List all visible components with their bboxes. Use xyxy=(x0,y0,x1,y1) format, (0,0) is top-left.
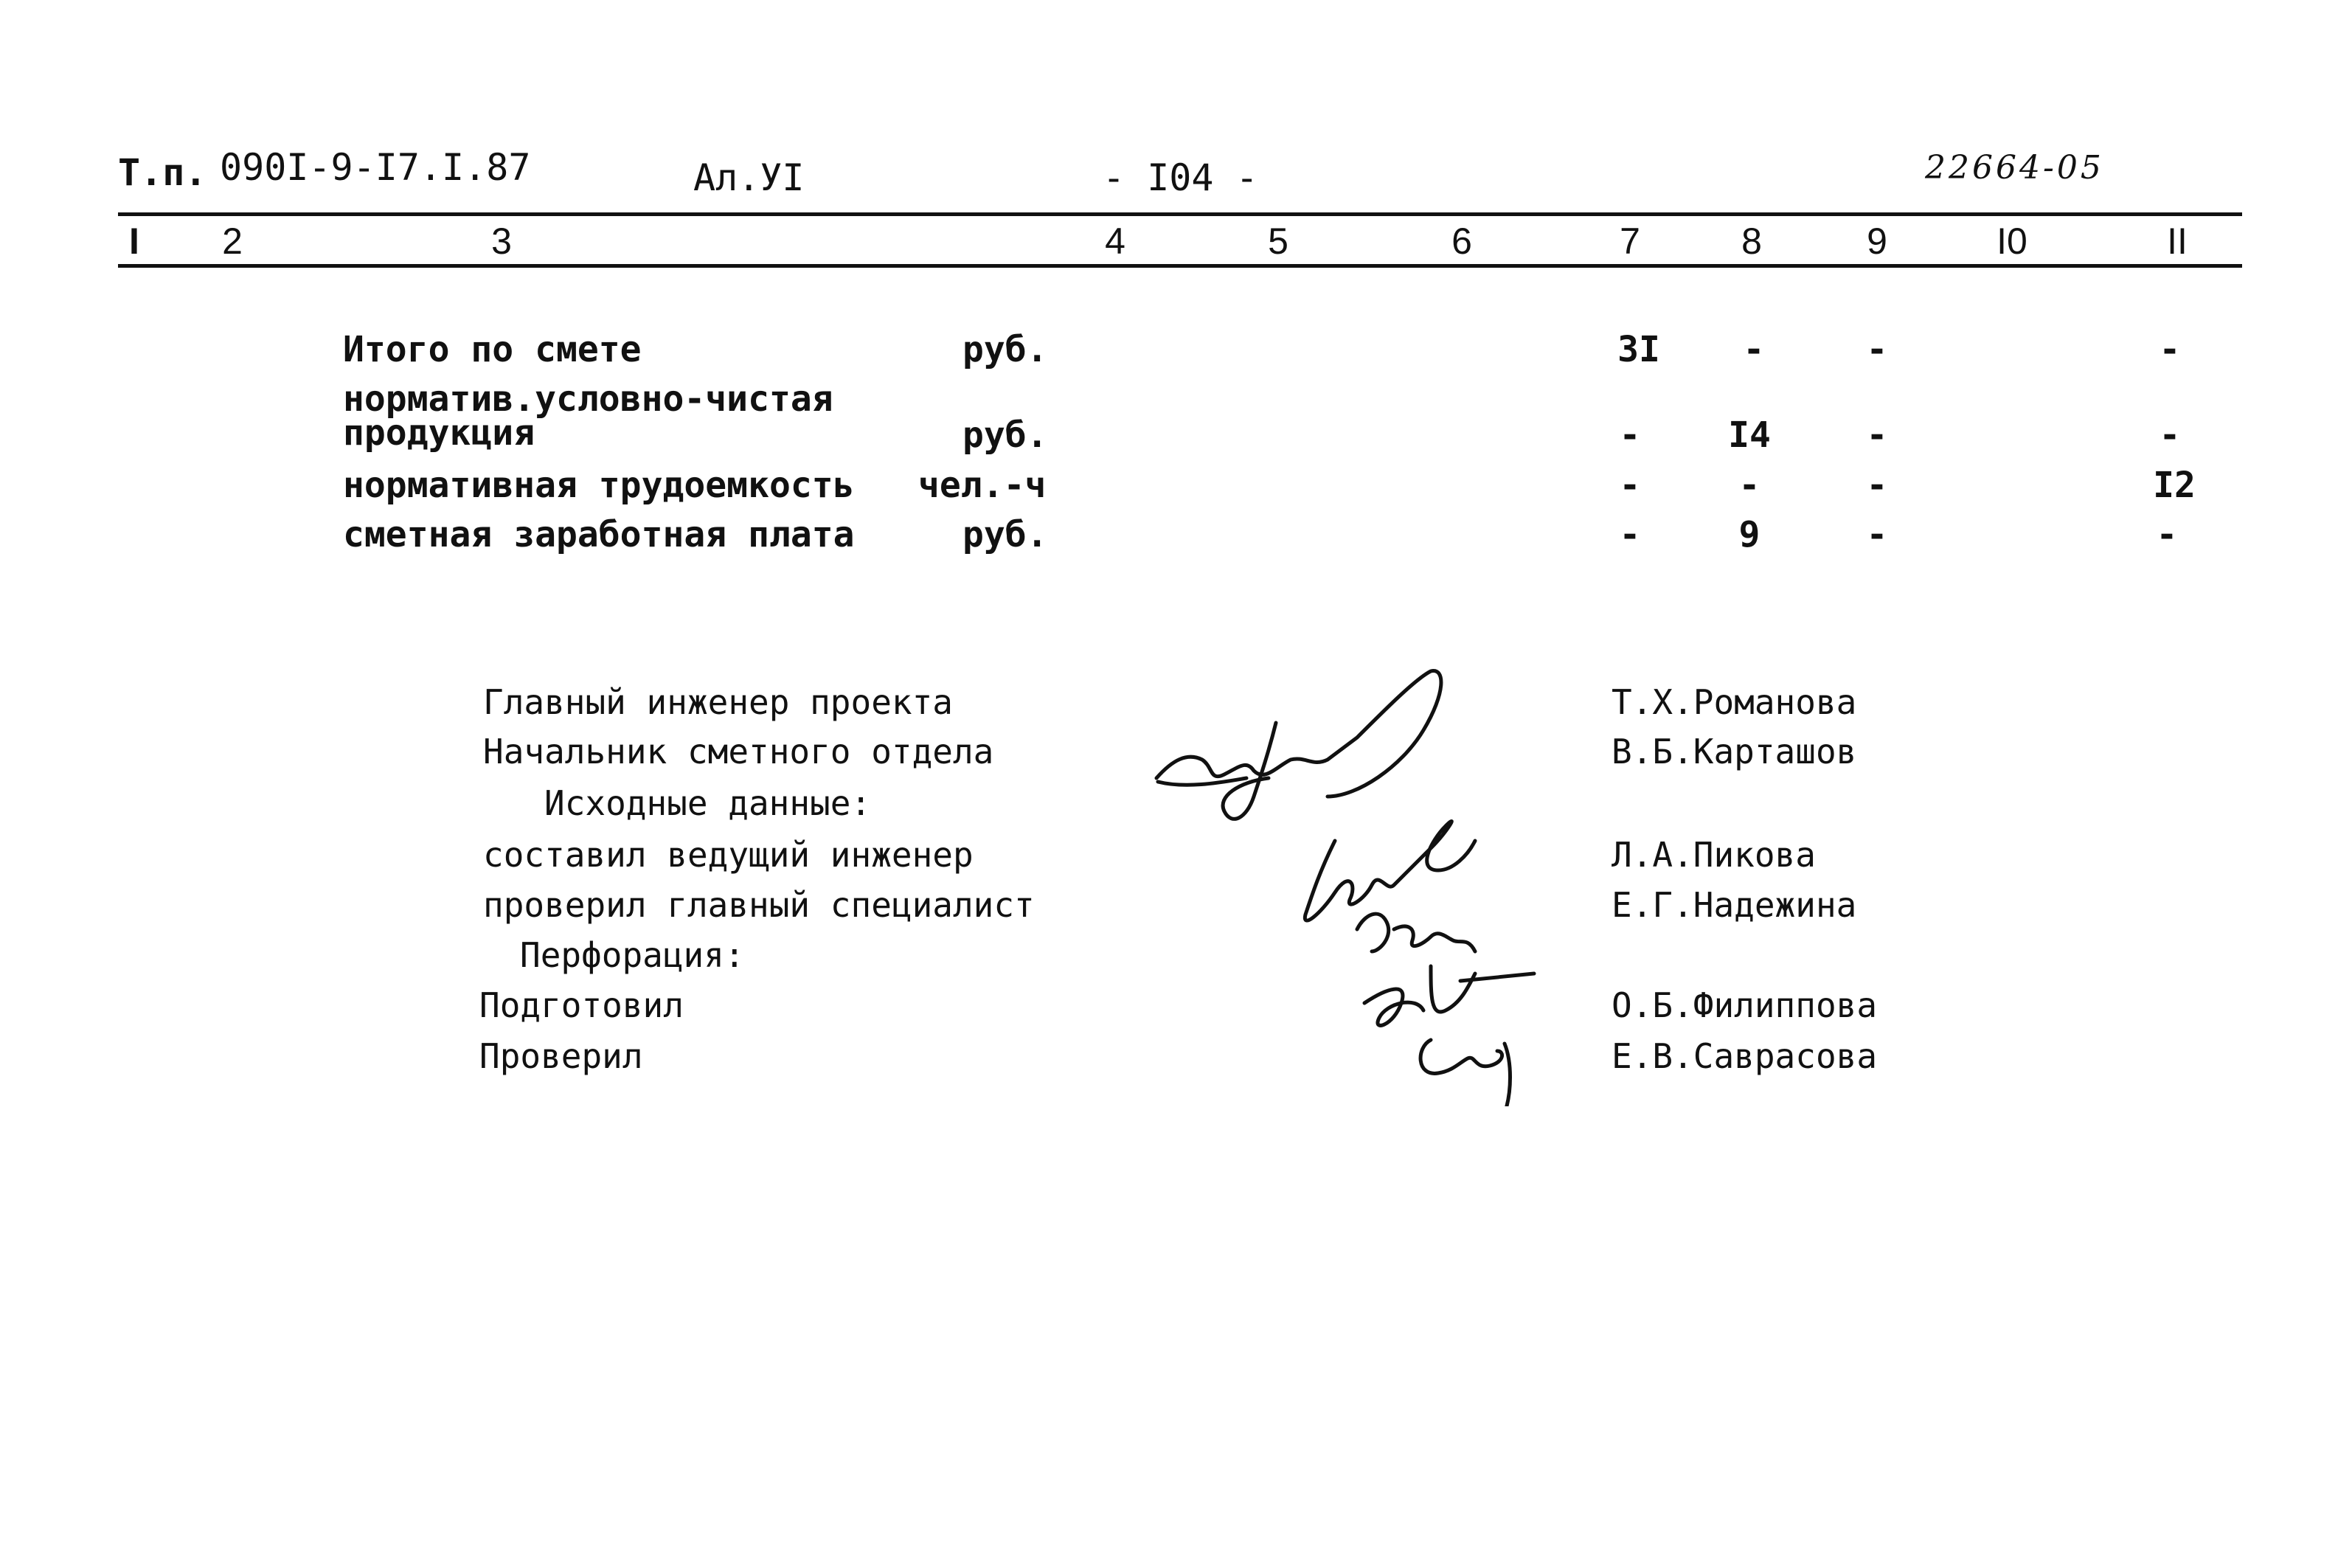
source-data-heading: Исходные данные: xyxy=(544,783,872,823)
column-number: 3 xyxy=(491,221,512,262)
column-number: I xyxy=(129,221,139,262)
summary-cell-col7: 3I xyxy=(1617,329,1660,370)
summary-cell-col8: - xyxy=(1738,465,1760,506)
summary-cell-col7: - xyxy=(1619,414,1641,456)
verified-by-title: Проверил xyxy=(479,1036,643,1076)
column-number: II xyxy=(2167,221,2188,262)
verified-by-name: Е.В.Саврасова xyxy=(1612,1036,1878,1076)
summary-row-label xyxy=(343,378,833,454)
handwritten-signatures xyxy=(1121,649,1578,1106)
summary-row-label-line: норматив.условно-чистая xyxy=(343,378,833,420)
header-bottom-rule xyxy=(118,264,2242,268)
summary-cell-col9: - xyxy=(1866,514,1888,555)
page-number: - I04 - xyxy=(1103,156,1258,199)
signature-compiled-by xyxy=(1357,914,1475,951)
header-top-rule xyxy=(118,212,2242,216)
estimate-head-title: Начальник сметного отдела xyxy=(483,732,994,771)
prepared-by-name: О.Б.Филиппова xyxy=(1612,985,1878,1025)
checked-by-title: проверил главный специалист xyxy=(483,885,1035,925)
summary-row-label: Итого по смете xyxy=(343,329,642,370)
project-code-label: Т.п. xyxy=(118,151,207,194)
column-number: 2 xyxy=(222,221,243,262)
summary-cell-col9: - xyxy=(1866,414,1888,456)
summary-row-unit: руб. xyxy=(962,329,1048,370)
compiled-by-title: составил ведущий инженер xyxy=(483,835,974,875)
summary-cell-col8: I4 xyxy=(1728,414,1771,456)
column-number: 6 xyxy=(1451,221,1472,262)
summary-cell-col11: I2 xyxy=(2153,465,2196,506)
summary-cell-col8: 9 xyxy=(1738,514,1760,555)
chief-engineer-name: Т.Х.Романова xyxy=(1612,682,1857,722)
column-number: I0 xyxy=(1997,221,2027,262)
archive-number: 22664-05 xyxy=(1925,149,2104,187)
column-number: 9 xyxy=(1867,221,1887,262)
perforation-heading: Перфорация: xyxy=(520,935,745,975)
estimate-head-name: В.Б.Карташов xyxy=(1612,732,1857,771)
signature-verified-by xyxy=(1420,1040,1510,1106)
signature-chief-engineer xyxy=(1158,723,1276,819)
summary-row-unit: руб. xyxy=(962,514,1048,555)
summary-cell-col7: - xyxy=(1619,514,1641,555)
summary-cell-col9: - xyxy=(1866,329,1888,370)
column-number: 8 xyxy=(1741,221,1762,262)
checked-by-name: Е.Г.Надежина xyxy=(1612,885,1857,925)
signature-chief-engineer xyxy=(1156,671,1441,797)
prepared-by-title: Подготовил xyxy=(479,985,684,1025)
summary-cell-col11: - xyxy=(2159,329,2181,370)
summary-row-label: сметная заработная плата xyxy=(343,514,855,555)
signature-prepared-by xyxy=(1364,966,1534,1025)
column-number: 5 xyxy=(1268,221,1288,262)
column-number: 4 xyxy=(1105,221,1125,262)
summary-row-unit: чел.-ч xyxy=(918,465,1047,506)
summary-cell-col8: - xyxy=(1743,329,1765,370)
summary-cell-col11: - xyxy=(2159,414,2181,456)
summary-cell-col7: - xyxy=(1619,465,1641,506)
album-number: Ал.УI xyxy=(693,156,805,199)
summary-row-unit: руб. xyxy=(962,414,1048,456)
summary-row-label: нормативная трудоемкость xyxy=(343,465,855,506)
column-number: 7 xyxy=(1620,221,1640,262)
summary-row-label-line: продукция xyxy=(343,412,535,454)
chief-engineer-title: Главный инженер проекта xyxy=(483,682,953,722)
summary-cell-col11: - xyxy=(2156,514,2178,555)
project-code: 090I-9-I7.I.87 xyxy=(220,146,531,189)
signature-estimate-head xyxy=(1305,821,1475,920)
compiled-by-name: Л.А.Пикова xyxy=(1612,835,1816,875)
summary-cell-col9: - xyxy=(1866,465,1888,506)
